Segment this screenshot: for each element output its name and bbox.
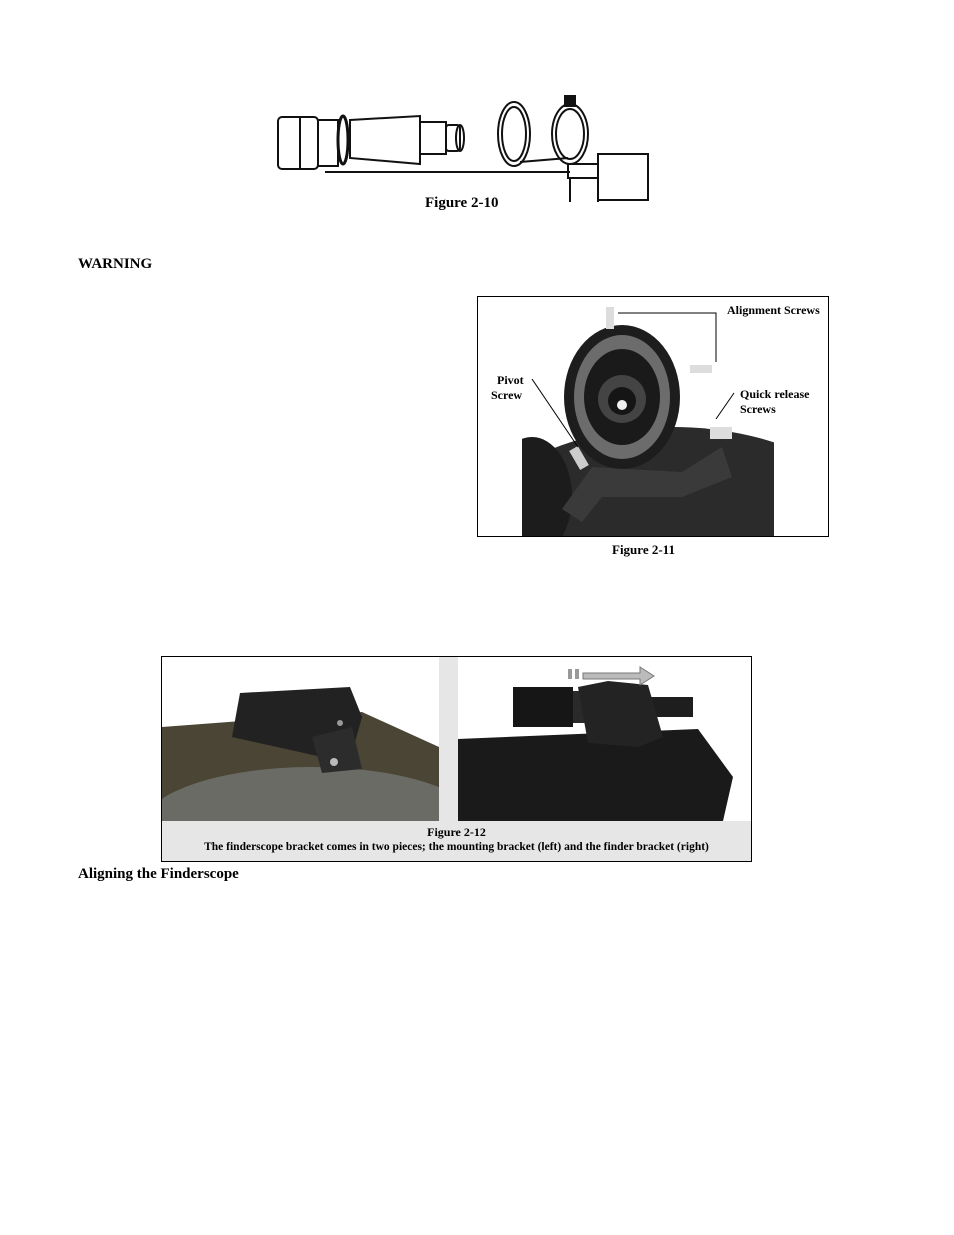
figure-2-11-frame: [477, 296, 829, 537]
figure-2-10-drawing: [270, 92, 660, 204]
section-heading-aligning-finderscope: Aligning the Finderscope: [78, 866, 239, 882]
mounting-bracket-photo: [162, 657, 439, 821]
pivot-screw-label-line2: Screw: [491, 388, 523, 402]
alignment-screws-label: Alignment Screws: [727, 303, 820, 317]
figure-2-12-frame: [161, 656, 752, 862]
finder-bracket-right-photo: [458, 657, 751, 821]
quick-release-label-line1: Quick release: [740, 387, 810, 401]
warning-heading: WARNING: [78, 256, 153, 272]
quick-release-label-line2: Screws: [740, 402, 776, 416]
figure-2-12-caption-text: The finderscope bracket comes in two pieces; the mounting bracket (left) and the finder bracket (right): [204, 841, 709, 853]
pivot-screw-label-line1: Pivot: [497, 373, 524, 387]
figure-2-12-caption-title: Figure 2-12: [427, 825, 486, 839]
figure-2-11-caption: Figure 2-11: [612, 542, 675, 557]
figure-2-10-caption: Figure 2-10: [425, 195, 499, 211]
figure-2-12-caption-area: [162, 821, 751, 861]
